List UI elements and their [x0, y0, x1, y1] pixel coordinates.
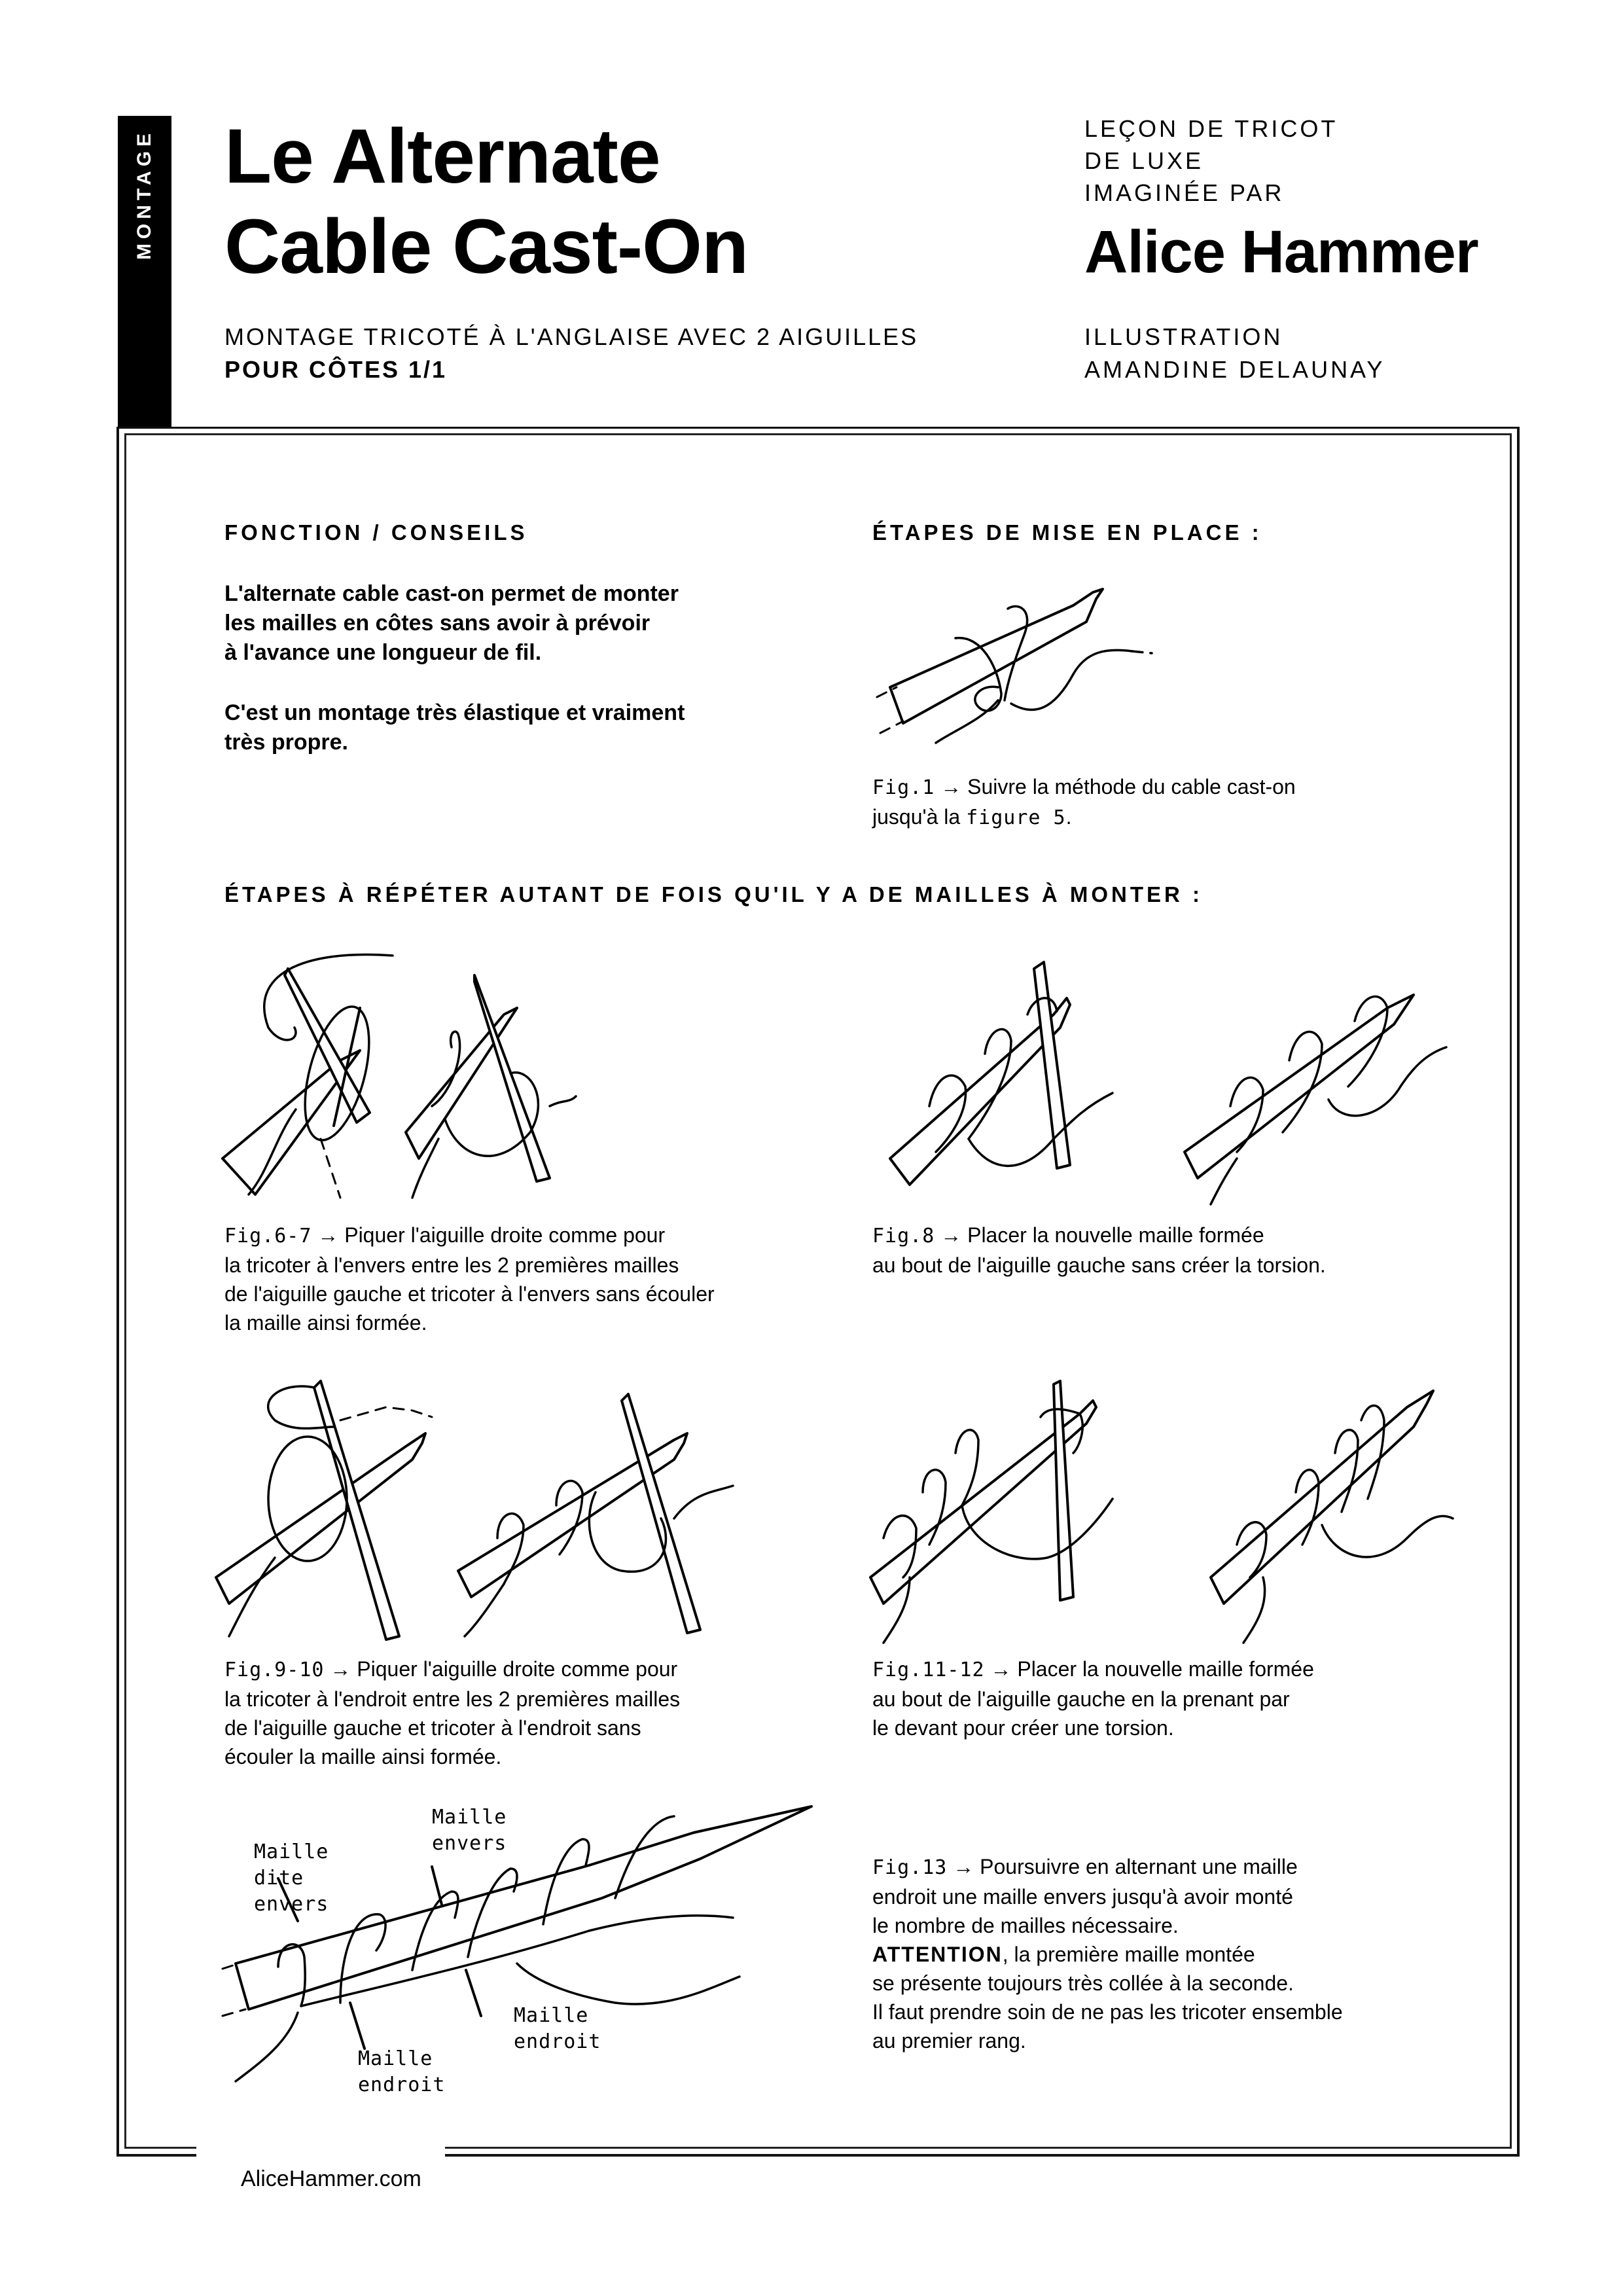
- figure-reference: figure 5: [966, 806, 1066, 829]
- arrow-icon: →: [330, 1657, 351, 1681]
- intro-line: à l'avance une longueur de fil.: [224, 640, 542, 665]
- caption-text: la maille ainsi formée.: [224, 1311, 427, 1335]
- label-line: Maille: [358, 2047, 433, 2070]
- fig-9-10-caption: [224, 1655, 813, 1771]
- yarn-dash: [340, 1407, 432, 1420]
- caption-text: .: [1065, 805, 1072, 829]
- label-line: Maille: [514, 2004, 589, 2027]
- caption-text: écouler la maille ainsi formée.: [224, 1745, 502, 1768]
- fig-8-caption: [872, 1221, 1461, 1280]
- title-line-2: Cable Cast-On: [224, 204, 749, 290]
- footer-gap: [196, 2145, 445, 2165]
- caption-text: de l'aiguille gauche et tricoter à l'envers sans écouler: [224, 1282, 715, 1306]
- needle-shape: [622, 1394, 700, 1633]
- needle-dash: [321, 1139, 340, 1198]
- caption-text: au premier rang.: [872, 2029, 1026, 2053]
- fig-label: Fig.6-7: [224, 1225, 312, 1247]
- label-maille-endroit-right: [514, 2003, 601, 2055]
- needle-shape: [1211, 1391, 1433, 1604]
- page-title: [224, 111, 748, 292]
- needle-shape: [406, 1008, 517, 1158]
- fig-label: Fig.11-12: [872, 1659, 985, 1681]
- fig-label: Fig.13: [872, 1856, 948, 1879]
- caption-text: le nombre de mailles nécessaire.: [872, 1914, 1179, 1937]
- arrow-icon: →: [940, 775, 962, 798]
- illustration-credit: [1084, 321, 1385, 386]
- arrow-icon: →: [990, 1657, 1012, 1681]
- caption-text: au bout de l'aiguille gauche sans créer la torsion.: [872, 1253, 1326, 1277]
- caption-text: se présente toujours très collée à la seconde.: [872, 1971, 1294, 1995]
- yarn-tail: [1243, 1577, 1265, 1643]
- caption-text: de l'aiguille gauche et tricoter à l'endroit sans: [224, 1716, 641, 1740]
- lesson-credit: [1084, 113, 1338, 209]
- label-line: Maille: [432, 1806, 507, 1829]
- intro-paragraph-1: [224, 579, 679, 668]
- author-name: Alice Hammer: [1084, 219, 1478, 285]
- title-line-1: Le Alternate: [224, 113, 660, 200]
- label-maille-dite-envers: [254, 1839, 329, 1918]
- fig-1-illustration: [877, 569, 1152, 753]
- yarn-tail: [236, 2013, 298, 2081]
- section-tab: [118, 116, 171, 429]
- intro-line: les mailles en côtes sans avoir à prévoir: [224, 611, 651, 636]
- fig-6-7-illustration: [223, 936, 812, 1204]
- fig-11-12-illustration: [864, 1361, 1453, 1643]
- fig-label: Fig.9-10: [224, 1659, 325, 1681]
- fig-label: Fig.1: [872, 776, 935, 799]
- yarn-working: [674, 1486, 733, 1518]
- caption-text: la tricoter à l'endroit entre les 2 premières mailles: [224, 1687, 681, 1711]
- caption-text: Placer la nouvelle maille formée: [1017, 1657, 1314, 1681]
- fig-1-caption: [872, 772, 1461, 833]
- needle-shape: [1185, 995, 1414, 1178]
- needle-shape: [216, 1433, 425, 1604]
- intro-line: C'est un montage très élastique et vraiment: [224, 700, 685, 725]
- website-link[interactable]: AliceHammer.com: [236, 2164, 427, 2193]
- label-line: envers: [432, 1832, 507, 1855]
- yarn-dash: [1132, 651, 1152, 653]
- needle-shape: [474, 975, 550, 1181]
- caption-text: Il faut prendre soin de ne pas les tricoter ensemble: [872, 2000, 1343, 2024]
- attention-label: ATTENTION: [872, 1943, 1003, 1966]
- fig-6-7-caption: [224, 1221, 813, 1337]
- label-pointer: [432, 1867, 442, 1905]
- arrow-icon: →: [317, 1223, 339, 1247]
- yarn-tail: [936, 700, 998, 743]
- credit-line-3: IMAGINÉE PAR: [1084, 179, 1285, 206]
- caption-text: Placer la nouvelle maille formée: [967, 1223, 1264, 1247]
- yarn-working: [1322, 1516, 1453, 1557]
- needle-shape: [1034, 962, 1070, 1168]
- yarn-working: [517, 1964, 740, 2004]
- caption-text: Poursuivre en alternant une maille: [980, 1855, 1298, 1878]
- intro-heading: FONCTION / CONSEILS: [224, 520, 528, 545]
- fig-11-12-caption: [872, 1655, 1461, 1742]
- credit-line-2: DE LUXE: [1084, 147, 1204, 174]
- caption-text: , la première maille montée: [1002, 1943, 1255, 1966]
- yarn-working: [550, 1096, 576, 1106]
- intro-line: très propre.: [224, 730, 348, 755]
- fig-label: Fig.8: [872, 1225, 935, 1247]
- caption-text: Piquer l'aiguille droite comme pour: [357, 1657, 678, 1681]
- intro-line: L'alternate cable cast-on permet de monter: [224, 581, 679, 606]
- intro-paragraph-2: [224, 698, 685, 757]
- caption-text: Suivre la méthode du cable cast-on: [967, 775, 1296, 798]
- illustration-label: ILLUSTRATION: [1084, 323, 1283, 350]
- label-line: envers: [254, 1893, 329, 1916]
- label-line: endroit: [514, 2030, 601, 2053]
- section-tab-label: MONTAGE: [134, 128, 155, 260]
- label-pointer: [350, 2003, 365, 2049]
- yarn-working: [1011, 650, 1132, 709]
- illustrator-name: AMANDINE DELAUNAY: [1084, 356, 1385, 383]
- fig-13-caption: [872, 1852, 1494, 2055]
- setup-heading: ÉTAPES DE MISE EN PLACE :: [872, 520, 1262, 545]
- caption-text: le devant pour créer une torsion.: [872, 1716, 1174, 1740]
- fig-9-10-illustration: [216, 1368, 805, 1643]
- subtitle-line-2: POUR CÔTES 1/1: [224, 356, 448, 383]
- label-line: Maille: [254, 1840, 329, 1863]
- caption-text: au bout de l'aiguille gauche en la prenant par: [872, 1687, 1290, 1711]
- repeat-heading: ÉTAPES À RÉPÉTER AUTANT DE FOIS QU'IL Y A DE MAILLES À MONTER :: [224, 882, 1204, 906]
- subtitle-line-1: MONTAGE TRICOTÉ À L'ANGLAISE AVEC 2 AIGUILLES: [224, 323, 919, 350]
- label-line: dite: [254, 1867, 304, 1890]
- label-maille-envers: [432, 1804, 507, 1857]
- arrow-icon: →: [953, 1855, 974, 1878]
- label-line: endroit: [358, 2073, 446, 2096]
- needle-shape: [1054, 1381, 1073, 1600]
- needle-dash: [223, 2009, 245, 2016]
- caption-text: Piquer l'aiguille droite comme pour: [344, 1223, 666, 1247]
- needle-dash: [880, 721, 903, 733]
- credit-line-1: LEÇON DE TRICOT: [1084, 115, 1338, 142]
- arrow-icon: →: [940, 1223, 962, 1247]
- label-maille-endroit-left: [358, 2046, 445, 2098]
- label-pointer: [466, 1970, 481, 2016]
- yarn-loop: [264, 954, 393, 1039]
- fig-8-illustration: [870, 942, 1459, 1204]
- caption-text: la tricoter à l'envers entre les 2 premières mailles: [224, 1253, 679, 1277]
- caption-text: endroit une maille envers jusqu'à avoir monté: [872, 1885, 1293, 1909]
- caption-text: jusqu'à la: [872, 805, 967, 829]
- page-subtitle: [224, 321, 918, 386]
